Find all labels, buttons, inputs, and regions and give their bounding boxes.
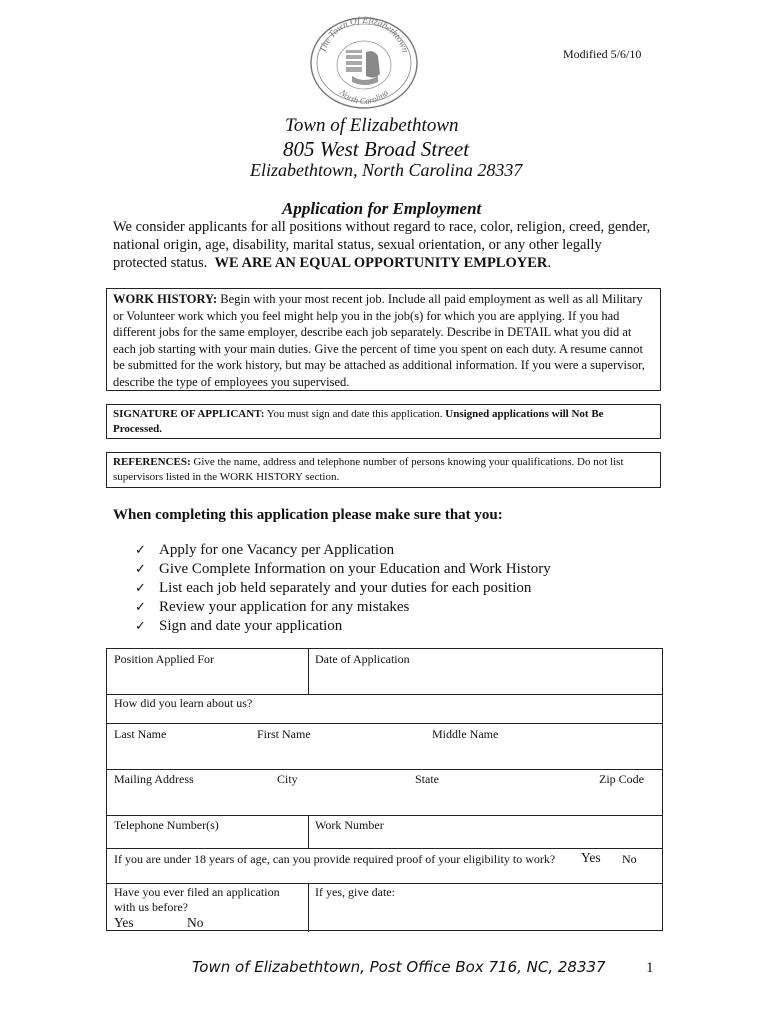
page-number: 1 [646, 960, 654, 976]
how-learn-field[interactable]: How did you learn about us? [114, 696, 253, 710]
footer-address: Town of Elizabethtown, Post Office Box 716, NC, 28337 [192, 958, 606, 976]
intro-end: . [547, 255, 552, 271]
zip-code-field[interactable]: Zip Code [599, 772, 644, 786]
form-column-divider [308, 815, 309, 848]
middle-name-field[interactable]: Middle Name [432, 727, 499, 741]
signature-emphasis: Unsigned applications will Not Be Processed. [113, 408, 604, 435]
checklist [135, 541, 551, 636]
form-divider [107, 848, 662, 849]
filed-before-no-option[interactable]: No [187, 915, 204, 930]
telephone-field[interactable]: Telephone Number(s) [114, 818, 219, 832]
checkmark-icon: ✓ [135, 562, 146, 577]
town-name: Town of Elizabethtown [285, 115, 459, 136]
page-title: Application for Employment [282, 199, 482, 218]
first-name-field[interactable]: First Name [257, 727, 311, 741]
form-divider [107, 815, 662, 816]
city-field[interactable]: City [277, 772, 298, 786]
work-history-text: Begin with your most recent job. Include all paid employment as well as all Military or Volunteer work which you feel might help you in the job(s) for which you are applying. If you had different jobs for the same employer, describe each job separately. Describe in DETAIL what you did at each job starting with your main duties. Give the percent of time you spent on each duty. A resume cannot be submitted for the work history, but may be attached as additional information. If you were a supervisor, describe the type of employees you supervised. [113, 292, 645, 389]
form-column-divider [308, 649, 309, 694]
under-18-no-option[interactable]: No [622, 852, 637, 866]
checklist-item: ✓ Review your application for any mistakes [135, 599, 410, 615]
svg-text:The Town Of Elizabethtown: The Town Of Elizabethtown [318, 16, 410, 55]
form-column-divider [308, 883, 309, 932]
city-state-zip: Elizabethtown, North Carolina 28337 [250, 160, 523, 180]
work-history-instructions [106, 288, 661, 391]
form-divider [107, 883, 662, 884]
under-18-question: If you are under 18 years of age, can you provide required proof of your eligibility to work? [114, 852, 556, 866]
checkmark-icon: ✓ [135, 581, 146, 596]
checklist-heading: When completing this application please make sure that you: [113, 507, 503, 523]
form-divider [107, 694, 662, 695]
mailing-address-field[interactable]: Mailing Address [114, 772, 194, 786]
references-instructions [106, 452, 661, 488]
signature-text: You must sign and date this application. [266, 408, 443, 420]
checkmark-icon: ✓ [135, 619, 146, 634]
signature-instructions [106, 404, 661, 439]
filed-date-field[interactable]: If yes, give date: [315, 885, 395, 899]
state-field[interactable]: State [415, 772, 439, 786]
form-divider [107, 769, 662, 770]
modified-date: Modified 5/6/10 [563, 47, 642, 61]
signature-label: SIGNATURE OF APPLICANT: [113, 408, 265, 420]
eoe-emphasis: WE ARE AN EQUAL OPPORTUNITY EMPLOYER [214, 255, 548, 271]
work-number-field[interactable]: Work Number [315, 818, 384, 832]
application-form [106, 648, 663, 931]
checklist-item: ✓ Give Complete Information on your Education and Work History [135, 561, 551, 577]
references-text: Give the name, address and telephone number of persons knowing your qualifications. Do not list supervisors listed in the WORK HISTORY section. [113, 456, 624, 483]
form-divider [107, 723, 662, 724]
intro-text: We consider applicants for all positions without regard to race, color, religion, creed, gender, national origin, age, disability, marital status, sexual orientation, or any other legally protected status. [113, 219, 651, 271]
town-seal-logo [308, 16, 420, 110]
filed-before-question: Have you ever filed an application with us before? [114, 885, 280, 914]
date-of-application-field[interactable]: Date of Application [315, 652, 410, 666]
work-history-label: WORK HISTORY: [113, 292, 218, 306]
checkmark-icon: ✓ [135, 600, 146, 615]
position-applied-field[interactable]: Position Applied For [114, 652, 215, 666]
filed-before-yes-option[interactable]: Yes [114, 915, 134, 930]
checklist-item: ✓ List each job held separately and your duties for each position [135, 580, 532, 596]
checklist-item: ✓ Sign and date your application [135, 618, 343, 634]
checklist-item: ✓ Apply for one Vacancy per Application [135, 542, 395, 558]
checkmark-icon: ✓ [135, 543, 146, 558]
last-name-field[interactable]: Last Name [114, 727, 167, 741]
street-address: 805 West Broad Street [283, 137, 470, 161]
svg-text:North Carolina: North Carolina [337, 87, 391, 107]
under-18-yes-option[interactable]: Yes [581, 850, 601, 865]
references-label: REFERENCES: [113, 456, 191, 468]
equal-opportunity-statement [113, 218, 658, 272]
